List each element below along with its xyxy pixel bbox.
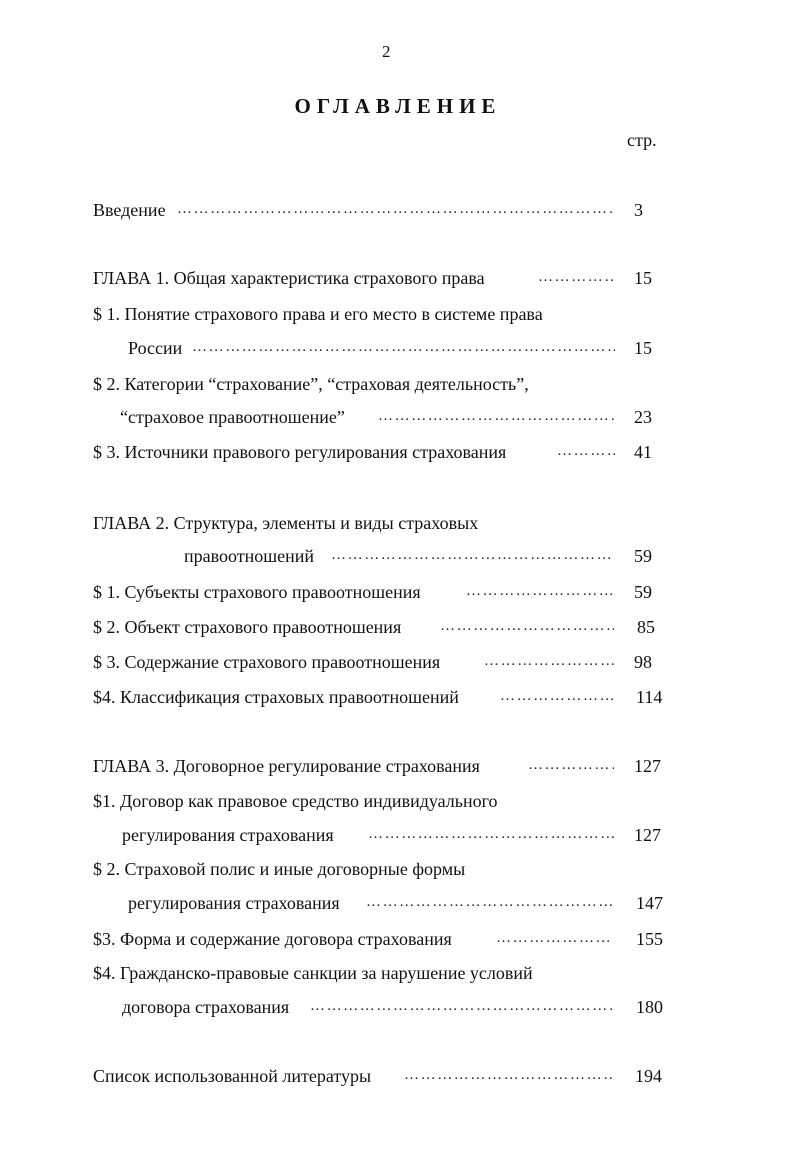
- toc-entry-ch3-s3: $3. Форма и содержание договора страхования: [93, 929, 452, 949]
- dot-leader: [368, 826, 614, 848]
- dot-leader: [528, 757, 614, 779]
- toc-page-ch3-s4: 180: [636, 997, 663, 1017]
- dot-leader: [500, 688, 614, 710]
- toc-entry-ch2-s1: $ 1. Субъекты страхового правоотношения: [93, 582, 421, 602]
- toc-entry-ch2-s4: $4. Классификация страховых правоотношений: [93, 687, 459, 707]
- dot-leader: [557, 443, 615, 465]
- toc-entry-chapter-2-cont: правоотношений: [184, 546, 315, 566]
- toc-entry-ch1-s2-cont: “страховое правоотношение”: [120, 407, 345, 427]
- toc-page-ch2-s4: 114: [636, 687, 663, 707]
- toc-page-ch3-s3: 155: [636, 929, 663, 949]
- dot-leader: [366, 894, 614, 916]
- toc-page-ch2-s3: 98: [634, 652, 652, 672]
- toc-entry-chapter-3: ГЛАВА 3. Договорное регулирование страхования: [93, 756, 480, 776]
- dot-leader: [310, 998, 614, 1020]
- toc-entry-ch2-s3: $ 3. Содержание страхового правоотношения: [93, 652, 441, 672]
- toc-page-chapter-2: 59: [634, 546, 652, 566]
- toc-entry-ch1-s2: $ 2. Категории “страхование”, “страховая деятельность”,: [93, 374, 529, 394]
- toc-entry-ch3-s2: $ 2. Страховой полис и иные договорные формы: [93, 859, 466, 879]
- toc-page-ch1-s3: 41: [634, 442, 652, 462]
- toc-page-ch1-s2: 23: [634, 407, 652, 427]
- toc-entry-ch3-s2-cont: регулирования страхования: [128, 893, 340, 913]
- toc-entry-ch2-s2: $ 2. Объект страхового правоотношения: [93, 617, 402, 637]
- toc-page-chapter-3: 127: [634, 756, 661, 776]
- dot-leader: [440, 618, 614, 640]
- page-title: ОГЛАВЛЕНИЕ: [294, 94, 502, 118]
- toc-page-ch3-s2: 147: [636, 893, 663, 913]
- page-number: 2: [382, 42, 391, 61]
- toc-entry-ch3-s1-cont: регулирования страхования: [122, 825, 334, 845]
- dot-leader: [404, 1067, 614, 1089]
- dot-leader: [177, 201, 615, 223]
- toc-entry-intro: Введение: [93, 200, 166, 220]
- toc-page-ch2-s2: 85: [637, 617, 655, 637]
- toc-entry-ch1-s1-cont: России: [128, 338, 183, 358]
- toc-page-ch3-s1: 127: [634, 825, 661, 845]
- toc-entry-ch3-s1: $1. Договор как правовое средство индивидуального: [93, 791, 498, 811]
- toc-page-ch1-s1: 15: [634, 338, 652, 358]
- dot-leader: [466, 583, 614, 605]
- dot-leader: [331, 547, 615, 569]
- dot-leader: [484, 653, 614, 675]
- dot-leader: [496, 930, 614, 952]
- dot-leader: [378, 408, 615, 430]
- dot-leader: [538, 269, 614, 291]
- toc-entry-ch3-s4-cont: договора страхования: [122, 997, 290, 1017]
- page-column-label: стр.: [627, 130, 657, 150]
- toc-page-ch2-s1: 59: [634, 582, 652, 602]
- toc-entry-ch1-s1: $ 1. Понятие страхового права и его место в системе права: [93, 304, 543, 324]
- toc-entry-chapter-1: ГЛАВА 1. Общая характеристика страхового права: [93, 268, 485, 288]
- dot-leader: [192, 339, 615, 361]
- toc-entry-ch1-s3: $ 3. Источники правового регулирования страхования: [93, 442, 507, 462]
- toc-entry-bibliography: Список использованной литературы: [93, 1066, 372, 1086]
- toc-page-intro: 3: [634, 200, 643, 220]
- toc-page-bibliography: 194: [635, 1066, 662, 1086]
- toc-page-chapter-1: 15: [634, 268, 652, 288]
- toc-entry-chapter-2: ГЛАВА 2. Структура, элементы и виды страховых: [93, 513, 479, 533]
- toc-entry-ch3-s4: $4. Гражданско-правовые санкции за нарушение условий: [93, 963, 533, 983]
